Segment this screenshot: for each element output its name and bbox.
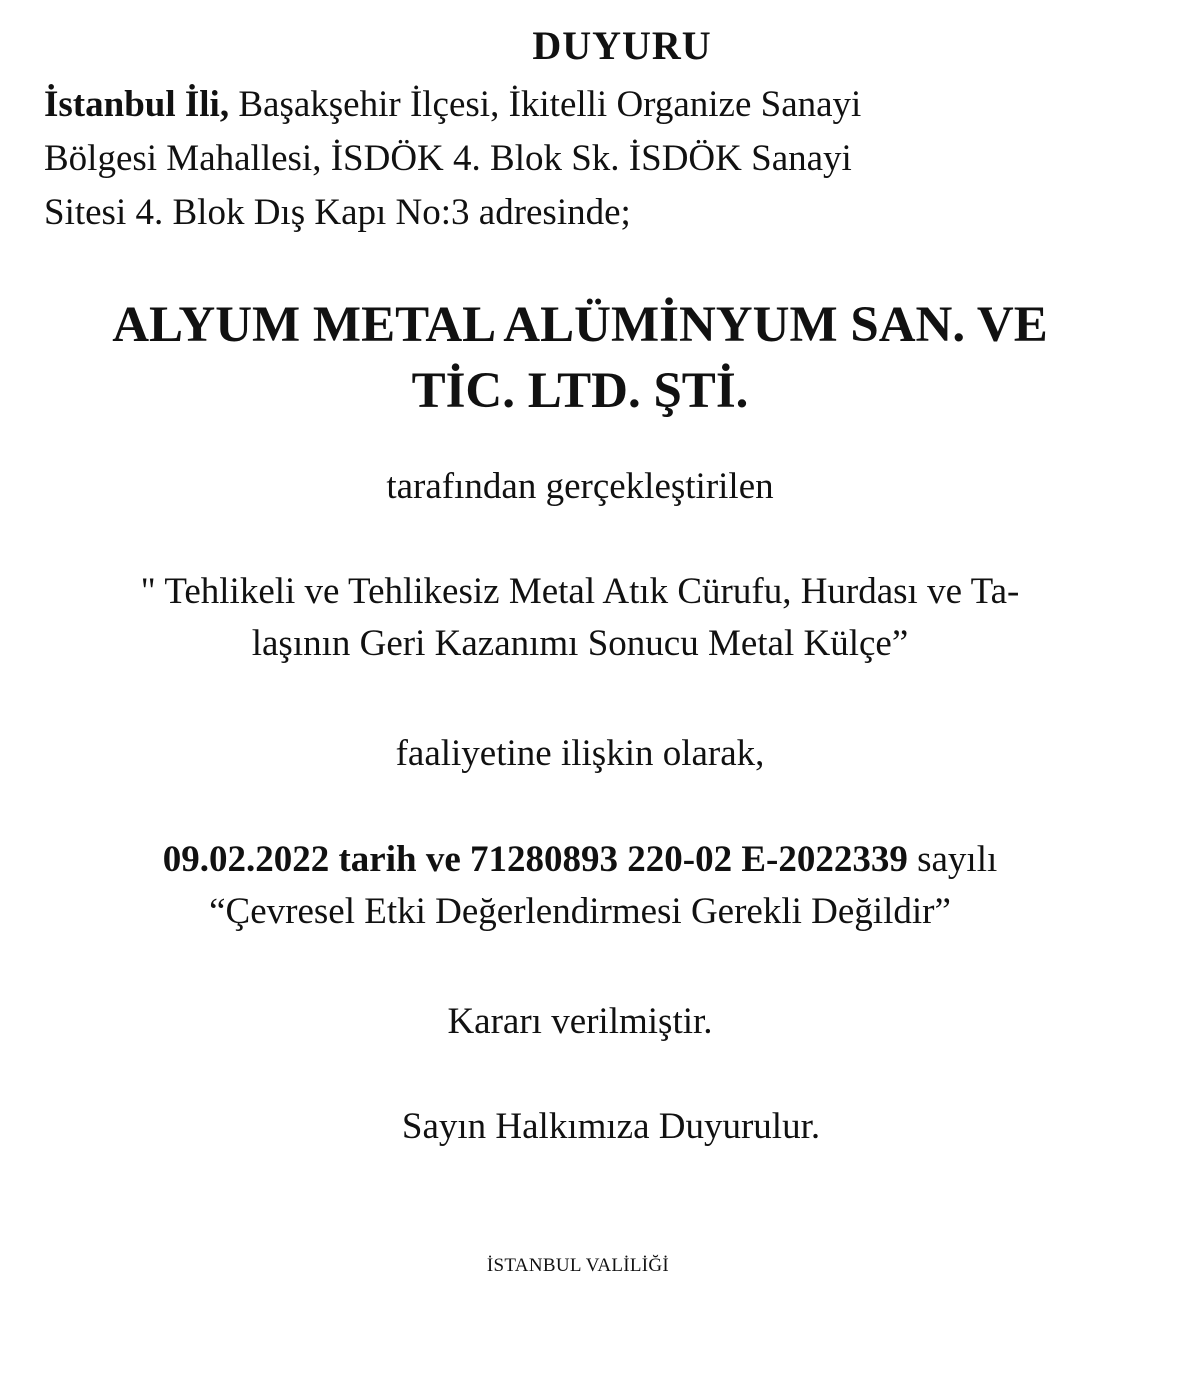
address-lead: İstanbul İli, [44,84,230,125]
regarding-text: faaliyetine ilişkin olarak, [395,733,765,774]
decision-quote: “Çevresel Etki Değerlendirmesi Gerekli Değildir” [209,891,951,932]
issuing-authority: İSTANBUL VALİLİĞİ [486,1255,670,1276]
company-name [0,292,1160,424]
company-name-line-1: ALYUM METAL ALÜMİNYUM SAN. VE [112,297,1048,353]
decision-reference-line [0,834,1160,886]
performed-by-text: tarafından gerçekleştirilen [386,466,774,507]
activity-description [40,566,1120,670]
address-line-1-rest: Başakşehir İlçesi, İkitelli Organize Sanayi [229,84,862,125]
activity-line-2: laşının Geri Kazanımı Sonucu Metal Külçe” [251,623,909,664]
decision-reference [0,834,1160,938]
address-line-3: Sitesi 4. Blok Dış Kapı No:3 adresinde; [44,192,631,233]
decision-suffix: sayılı [907,839,998,880]
address-line-1 [44,78,1144,132]
activity-line-1: " Tehlikeli ve Tehlikesiz Metal Atık Cürufu, Hurdası ve Ta- [140,571,1020,612]
address-line-2: Bölgesi Mahallesi, İSDÖK 4. Blok Sk. İSDÖK Sanayi [44,138,852,179]
announcement-title: DUYURU [532,23,712,68]
company-name-line-2: TİC. LTD. ŞTİ. [411,363,749,419]
decision-date-number: 09.02.2022 tarih ve 71280893 220-02 E-2022339 [162,839,908,880]
address-paragraph [44,78,1144,240]
public-announcement-text: Sayın Halkımıza Duyurulur. [401,1106,821,1147]
decision-given-text: Kararı verilmiştir. [447,1001,713,1042]
